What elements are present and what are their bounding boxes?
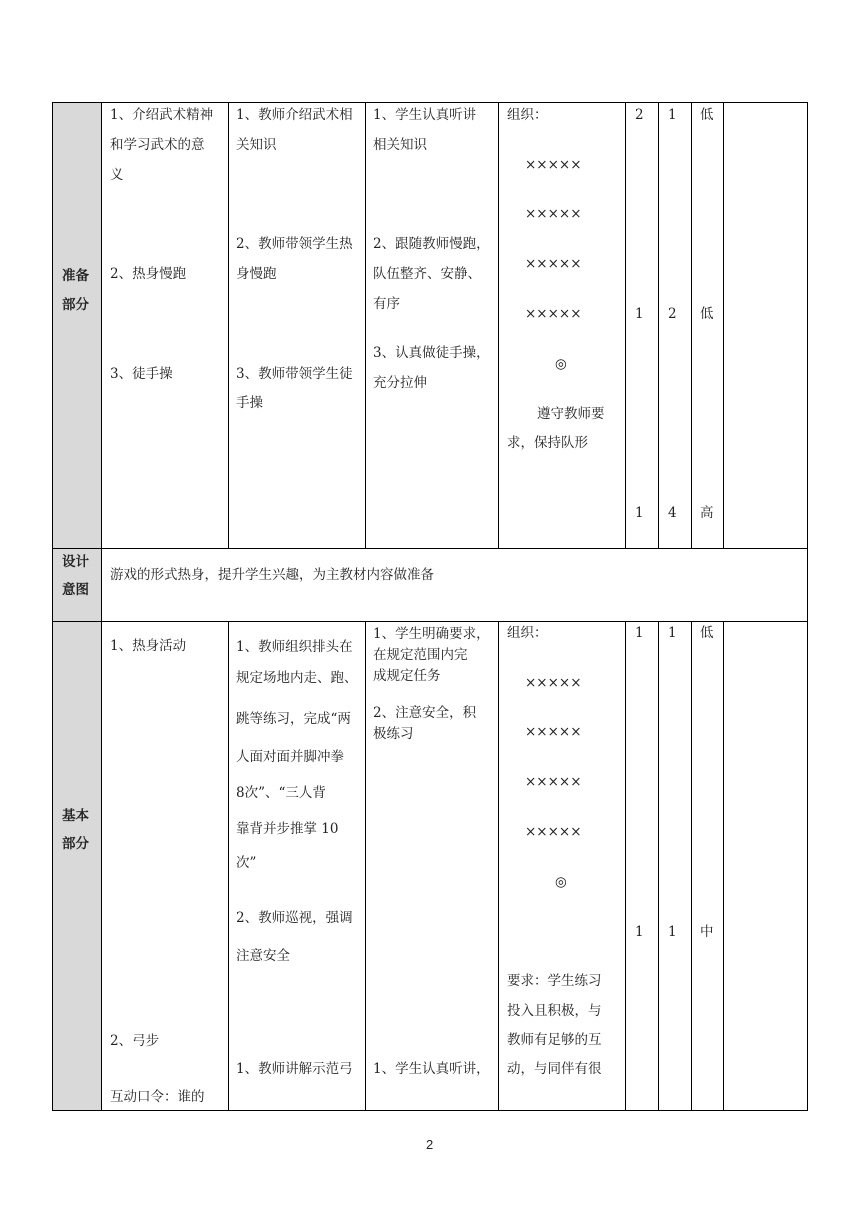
student-text: 3、认真做徒手操， <box>373 345 490 361</box>
content-text: 2、弓步 <box>110 1033 160 1049</box>
col-divider <box>658 102 659 548</box>
section-label: 设计 <box>62 554 89 570</box>
section-label: 部分 <box>62 297 89 313</box>
teacher-text: 关知识 <box>236 137 277 153</box>
stat-intensity: 高 <box>700 505 714 521</box>
student-text: 1、学生认真听讲， <box>373 1061 490 1077</box>
stat-intensity: 低 <box>700 625 714 641</box>
formation-row: ××××× <box>525 675 582 691</box>
col-divider <box>498 621 499 1111</box>
content-text: 1、热身活动 <box>110 638 187 654</box>
student-text: 在规定范围内完 <box>373 647 468 663</box>
teacher-text: 2、教师带领学生热 <box>236 236 353 252</box>
col-divider <box>365 621 366 1111</box>
col-divider <box>101 102 102 1111</box>
col-divider <box>365 102 366 548</box>
stat-times: 1 <box>635 924 644 940</box>
teacher-text: 靠背并步推掌 10 <box>236 821 339 837</box>
stat-minutes: 1 <box>668 107 677 123</box>
student-text: 2、注意安全，积 <box>373 705 477 721</box>
col-divider <box>228 621 229 1111</box>
col-divider <box>658 621 659 1111</box>
stat-intensity: 低 <box>700 107 714 123</box>
table-border-bottom <box>52 1110 808 1111</box>
content-text: 3、徒手操 <box>110 366 173 382</box>
teacher-text: 2、教师巡视，强调 <box>236 910 353 926</box>
col-divider <box>625 102 626 548</box>
student-text: 充分拉伸 <box>373 375 427 391</box>
org-requirement: 要求：学生练习 <box>507 973 602 989</box>
org-title: 组织： <box>507 107 548 123</box>
teacher-symbol: ◎ <box>555 356 567 372</box>
section-label: 部分 <box>62 836 89 852</box>
org-requirement: 投入且积极，与 <box>507 1003 602 1019</box>
col-divider <box>723 621 724 1111</box>
teacher-text: 人面对面并脚冲拳 <box>236 749 344 765</box>
teacher-text: 手操 <box>236 395 263 411</box>
teacher-text: 跳等练习，完成“两 <box>236 711 351 727</box>
formation-row: ××××× <box>525 824 582 840</box>
org-title: 组织： <box>507 625 548 641</box>
student-text: 队伍整齐、安静、 <box>373 266 481 282</box>
org-requirement: 求，保持队形 <box>507 435 588 451</box>
org-requirement: 遵守教师要 <box>537 406 605 422</box>
basic-label-cell <box>53 622 101 1110</box>
col-divider <box>723 102 724 548</box>
student-text: 成规定任务 <box>373 668 441 684</box>
student-text: 相关知识 <box>373 137 427 153</box>
student-text: 1、学生认真听讲 <box>373 107 477 123</box>
formation-row: ××××× <box>525 256 582 272</box>
teacher-text: 1、教师讲解示范弓 <box>236 1061 353 1077</box>
teacher-text: 规定场地内走、跑、 <box>236 670 358 686</box>
teacher-text: 身慢跑 <box>236 266 277 282</box>
org-requirement: 动，与同伴有很 <box>507 1061 602 1077</box>
teacher-text: 8次”、“三人背 <box>236 785 326 801</box>
prep-label-cell <box>53 103 101 548</box>
section-label: 基本 <box>62 808 89 824</box>
row-divider <box>52 548 808 549</box>
formation-row: ××××× <box>525 774 582 790</box>
content-text: 互动口令：谁的 <box>110 1089 205 1105</box>
page-number: 2 <box>426 1137 434 1152</box>
teacher-symbol: ◎ <box>555 874 567 890</box>
teacher-text: 注意安全 <box>236 948 290 964</box>
student-text: 有序 <box>373 296 400 312</box>
col-divider <box>625 621 626 1111</box>
student-text: 1、学生明确要求， <box>373 626 490 642</box>
org-requirement: 教师有足够的互 <box>507 1032 602 1048</box>
stat-minutes: 1 <box>668 924 677 940</box>
section-label: 准备 <box>62 268 89 284</box>
stat-intensity: 低 <box>700 306 714 322</box>
stat-times: 1 <box>635 505 644 521</box>
table-border-right <box>807 102 808 1111</box>
stat-times: 2 <box>635 107 644 123</box>
table-border-top <box>52 102 808 103</box>
teacher-text: 1、教师介绍武术相 <box>236 107 353 123</box>
formation-row: ××××× <box>525 306 582 322</box>
table-border-left <box>52 102 53 1111</box>
content-text: 和学习武术的意 <box>110 137 205 153</box>
content-text: 1、介绍武术精神 <box>110 107 214 123</box>
stat-times: 1 <box>635 625 644 641</box>
col-divider <box>498 102 499 548</box>
formation-row: ××××× <box>525 157 582 173</box>
col-divider <box>691 621 692 1111</box>
stat-minutes: 2 <box>668 306 677 322</box>
student-text: 极练习 <box>373 726 414 742</box>
teacher-text: 3、教师带领学生徒 <box>236 366 353 382</box>
student-text: 2、跟随教师慢跑， <box>373 236 490 252</box>
col-divider <box>691 102 692 548</box>
design-intent-text: 游戏的形式热身，提升学生兴趣，为主教材内容做准备 <box>110 567 434 583</box>
teacher-text: 1、教师组织排头在 <box>236 639 353 655</box>
col-divider <box>228 102 229 548</box>
stat-times: 1 <box>635 306 644 322</box>
stat-intensity: 中 <box>700 924 714 940</box>
stat-minutes: 4 <box>668 505 677 521</box>
formation-row: ××××× <box>525 206 582 222</box>
teacher-text: 次” <box>236 855 257 871</box>
formation-row: ××××× <box>525 724 582 740</box>
row-divider <box>52 621 808 622</box>
section-label: 意图 <box>62 582 89 598</box>
content-text: 义 <box>110 167 124 183</box>
content-text: 2、热身慢跑 <box>110 266 187 282</box>
stat-minutes: 1 <box>668 625 677 641</box>
